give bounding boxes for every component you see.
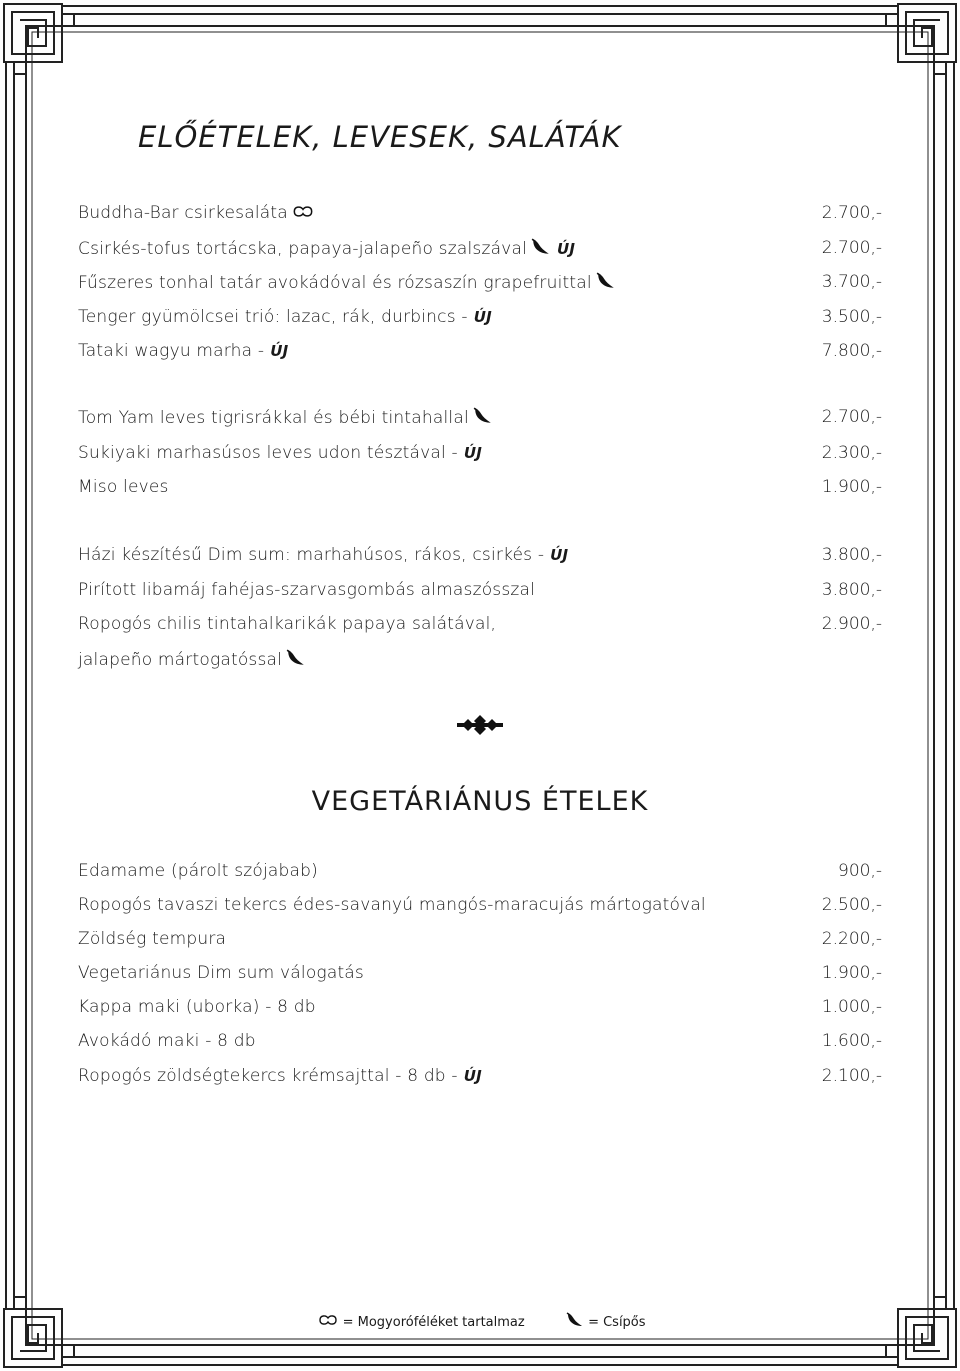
menu-item xyxy=(78,1066,882,1092)
menu-item-price: 1.000,- xyxy=(821,997,882,1017)
chili-pepper-icon xyxy=(596,272,616,290)
menu-item-name-text: Avokádó maki - 8 db xyxy=(78,1031,256,1051)
menu-item-name-text: Miso leves xyxy=(78,477,169,497)
new-item-badge: ÚJ xyxy=(557,240,576,258)
menu-item xyxy=(78,963,882,989)
menu-item-price: 1.600,- xyxy=(821,1031,882,1051)
menu-item-name xyxy=(78,238,575,259)
menu-item-name-text: Tom Yam leves tigrisrákkal és bébi tintahallal xyxy=(78,408,469,428)
legend-chili xyxy=(562,1315,646,1330)
menu-item-price: 3.500,- xyxy=(821,307,882,327)
menu-item-name xyxy=(78,997,316,1017)
menu-item-name xyxy=(78,341,288,361)
menu-item-price: 2.300,- xyxy=(821,443,882,463)
menu-item-name-text: Tataki wagyu marha - xyxy=(78,341,265,361)
menu-item xyxy=(78,861,882,887)
menu-item-name xyxy=(78,614,496,634)
menu-item-name-text: Csirkés-tofus tortácska, papaya-jalapeño szalszával xyxy=(78,239,527,259)
new-item-badge: ÚJ xyxy=(463,444,482,462)
menu-item-name xyxy=(78,307,492,327)
menu-item xyxy=(78,272,882,298)
legend-chili-text: = Csípős xyxy=(588,1315,646,1330)
menu-item-name xyxy=(78,545,568,565)
menu-item xyxy=(78,203,882,229)
peanut-icon xyxy=(318,1314,338,1326)
menu-item-price: 3.700,- xyxy=(821,272,882,292)
menu-item-name-text: Fűszeres tonhal tatár avokádóval és rózsaszín grapefruittal xyxy=(78,273,592,293)
menu-item-name-text: Buddha-Bar csirkesaláta xyxy=(78,203,288,223)
menu-item-name xyxy=(78,929,226,949)
menu-item-price: 7.800,- xyxy=(821,341,882,361)
menu-item xyxy=(78,307,882,333)
menu-item xyxy=(78,997,882,1023)
menu-item-name xyxy=(78,477,169,497)
diamond-ornament-icon xyxy=(455,714,505,736)
menu-item-price: 2.700,- xyxy=(821,407,882,427)
new-item-badge: ÚJ xyxy=(550,546,569,564)
menu-item-name-text: Ropogós tavaszi tekercs édes-savanyú mangós-maracujás mártogatóval xyxy=(78,895,706,915)
legend xyxy=(0,1312,960,1330)
menu-item xyxy=(78,443,882,469)
menu-item-name-text: Pirított libamáj fahéjas-szarvasgombás almaszósszal xyxy=(78,580,536,600)
menu-item-price: 3.800,- xyxy=(821,580,882,600)
menu-item-name-text: Zöldség tempura xyxy=(78,929,227,949)
menu-item-name-text: Ropogós zöldségtekercs krémsajttal - 8 db - xyxy=(78,1066,458,1086)
menu-item-name xyxy=(78,407,493,428)
section-title-vegetarian: VEGETÁRIÁNUS ÉTELEK xyxy=(311,786,649,817)
menu-item-name xyxy=(78,1066,482,1086)
menu-item xyxy=(78,238,882,264)
menu-item-name-text: Házi készítésű Dim sum: marhahúsos, rákos, csirkés - xyxy=(78,545,545,565)
menu-item xyxy=(78,649,882,675)
chili-pepper-icon xyxy=(566,1312,584,1328)
new-item-badge: ÚJ xyxy=(473,308,492,326)
menu-item xyxy=(78,477,882,503)
menu-item xyxy=(78,929,882,955)
menu-item-name xyxy=(78,443,482,463)
chili-pepper-icon xyxy=(531,238,551,256)
menu-item-price: 1.900,- xyxy=(821,477,882,497)
menu-item xyxy=(78,614,882,640)
menu-item-price: 900,- xyxy=(838,861,882,881)
new-item-badge: ÚJ xyxy=(270,342,289,360)
menu-item xyxy=(78,407,882,433)
menu-item-name xyxy=(78,649,306,670)
menu-item-name-text: Ropogós chilis tintahalkarikák papaya salátával, xyxy=(78,614,497,634)
menu-item-name xyxy=(78,1031,256,1051)
menu-item-name-text: Kappa maki (uborka) - 8 db xyxy=(78,997,316,1017)
menu-item-price: 1.900,- xyxy=(821,963,882,983)
menu-item-name-text: Tenger gyümölcsei trió: lazac, rák, durbincs - xyxy=(78,307,468,327)
menu-item-name xyxy=(78,580,535,600)
menu-item-name-text: Edamame (párolt szójabab) xyxy=(78,861,318,881)
menu-item-price: 2.100,- xyxy=(821,1066,882,1086)
menu-item xyxy=(78,1031,882,1057)
peanut-icon xyxy=(292,205,314,218)
section-title-starters: ELŐÉTELEK, LEVESEK, SALÁTÁK xyxy=(138,120,622,154)
menu-item-name xyxy=(78,272,616,293)
menu-item xyxy=(78,545,882,571)
menu-item-price: 2.900,- xyxy=(821,614,882,634)
menu-item xyxy=(78,341,882,367)
menu-item-name xyxy=(78,963,364,983)
chili-pepper-icon xyxy=(286,649,306,667)
menu-item-price: 3.800,- xyxy=(821,545,882,565)
menu-item-name-text: jalapeño mártogatóssal xyxy=(78,650,283,670)
menu-item-name xyxy=(78,861,318,881)
menu-item-name-text: Sukiyaki marhasúsos leves udon tésztával - xyxy=(78,443,458,463)
menu-item-name xyxy=(78,895,706,915)
menu-item xyxy=(78,580,882,606)
menu-item-price: 2.500,- xyxy=(821,895,882,915)
menu-item-price: 2.700,- xyxy=(821,203,882,223)
menu-item xyxy=(78,895,882,921)
menu-item-name-text: Vegetariánus Dim sum válogatás xyxy=(78,963,364,983)
menu-item-price: 2.200,- xyxy=(821,929,882,949)
new-item-badge: ÚJ xyxy=(463,1067,482,1085)
legend-peanut-text: = Mogyoróféléket tartalmaz xyxy=(342,1315,525,1330)
menu-item-price: 2.700,- xyxy=(821,238,882,258)
menu-item-name xyxy=(78,203,314,223)
legend-peanut xyxy=(314,1315,528,1330)
chili-pepper-icon xyxy=(473,407,493,425)
